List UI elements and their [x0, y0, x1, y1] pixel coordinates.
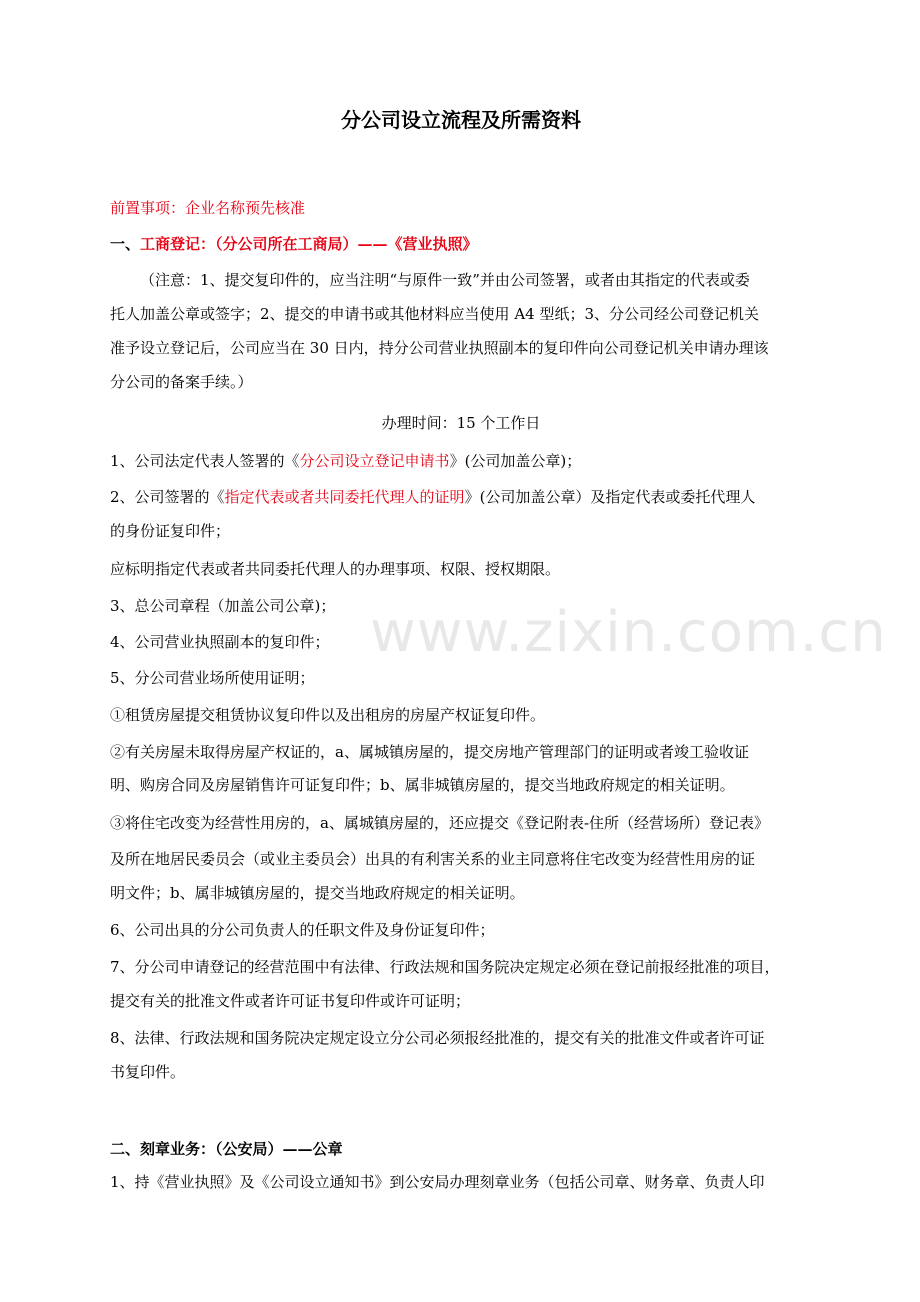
body-line: 提交有关的批准文件或者许可证书复印件或许可证明； — [110, 992, 471, 1010]
body-line: 7、分公司申请登记的经营范围中有法律、行政法规和国务院决定规定必须在登记前报经批准的项目， — [110, 958, 780, 976]
item-2 — [110, 481, 812, 513]
item-2-text: 2、公司签署的《 — [110, 488, 225, 506]
section-1-heading — [110, 228, 812, 260]
body-line: 3、总公司章程（加盖公司公章)； — [110, 597, 336, 615]
body-line: ③将住宅改变为经营性用房的，a、属城镇房屋的，还应提交《登记附表-住所（经营场所）登记表》 — [110, 814, 770, 832]
item-2-text-end: 》(公司加盖公章）及指定代表或委托代理人 — [464, 488, 756, 506]
item-2-form-name: 指定代表或者共同委托代理人的证明 — [224, 488, 465, 506]
item-1-text-end: 》(公司加盖公章)； — [449, 452, 582, 470]
body-line: ②有关房屋未取得房屋产权证的，a、属城镇房屋的，提交房地产管理部门的证明或者竣工验收证 — [110, 743, 749, 761]
document-title: 分公司设立流程及所需资料 — [341, 108, 581, 132]
section-1-prefix: 一、 — [110, 235, 141, 253]
body-line: 8、法律、行政法规和国务院决定规定设立分公司必须报经批准的，提交有关的批准文件或者许可证 — [110, 1029, 765, 1047]
body-line: 明文件；b、属非城镇房屋的，提交当地政府规定的相关证明。 — [110, 884, 525, 902]
watermark: www.zixin.com.cn — [370, 600, 887, 665]
body-line: ①租赁房屋提交租赁协议复印件以及出租房的房屋产权证复印件。 — [110, 706, 546, 724]
body-line: 6、公司出具的分公司负责人的任职文件及身份证复印件； — [110, 921, 495, 939]
body-line: 明、购房合同及房屋销售许可证复印件；b、属非城镇房屋的，提交当地政府规定的相关证明。 — [110, 776, 735, 794]
note-line: 分公司的备案手续。） — [110, 373, 253, 391]
body-line: 5、分公司营业场所使用证明； — [110, 669, 315, 687]
body-line: 4、公司营业执照副本的复印件； — [110, 633, 330, 651]
processing-time: 办理时间：15 个工作日 — [381, 414, 541, 432]
body-line: 1、持《营业执照》及《公司设立通知书》到公安局办理刻章业务（包括公司章、财务章、负责人印 — [110, 1173, 765, 1191]
item-1-form-name: 分公司设立登记申请书 — [299, 452, 450, 470]
body-line: 应标明指定代表或者共同委托代理人的办理事项、权限、授权期限。 — [110, 560, 561, 578]
pre-item: 前置事项：企业名称预先核准 — [110, 199, 306, 217]
body-line: 书复印件。 — [110, 1063, 186, 1081]
item-1-text: 1、公司法定代表人签署的《 — [110, 452, 300, 470]
item-2-cont: 的身份证复印件； — [110, 522, 231, 540]
section-1-title: 工商登记：（分公司所在工商局）——《营业执照》 — [140, 235, 478, 253]
section-2-heading: 二、刻章业务：（公安局）——公章 — [110, 1140, 343, 1158]
note-line: 托人加盖公章或签字；2、提交的申请书或其他材料应当使用 A4 型纸；3、分公司经公司登记机关 — [110, 305, 760, 323]
body-line: 及所在地居民委员会（或业主委员会）出具的有利害关系的业主同意将住宅改变为经营性用房的证 — [110, 850, 756, 868]
note-line: （注意：1、提交复印件的，应当注明“与原件一致”并由公司签署，或者由其指定的代表或委 — [140, 271, 750, 289]
item-1 — [110, 445, 812, 477]
note-line: 准予设立登记后，公司应当在 30 日内，持分公司营业执照副本的复印件向公司登记机关申请办理该 — [110, 339, 769, 357]
